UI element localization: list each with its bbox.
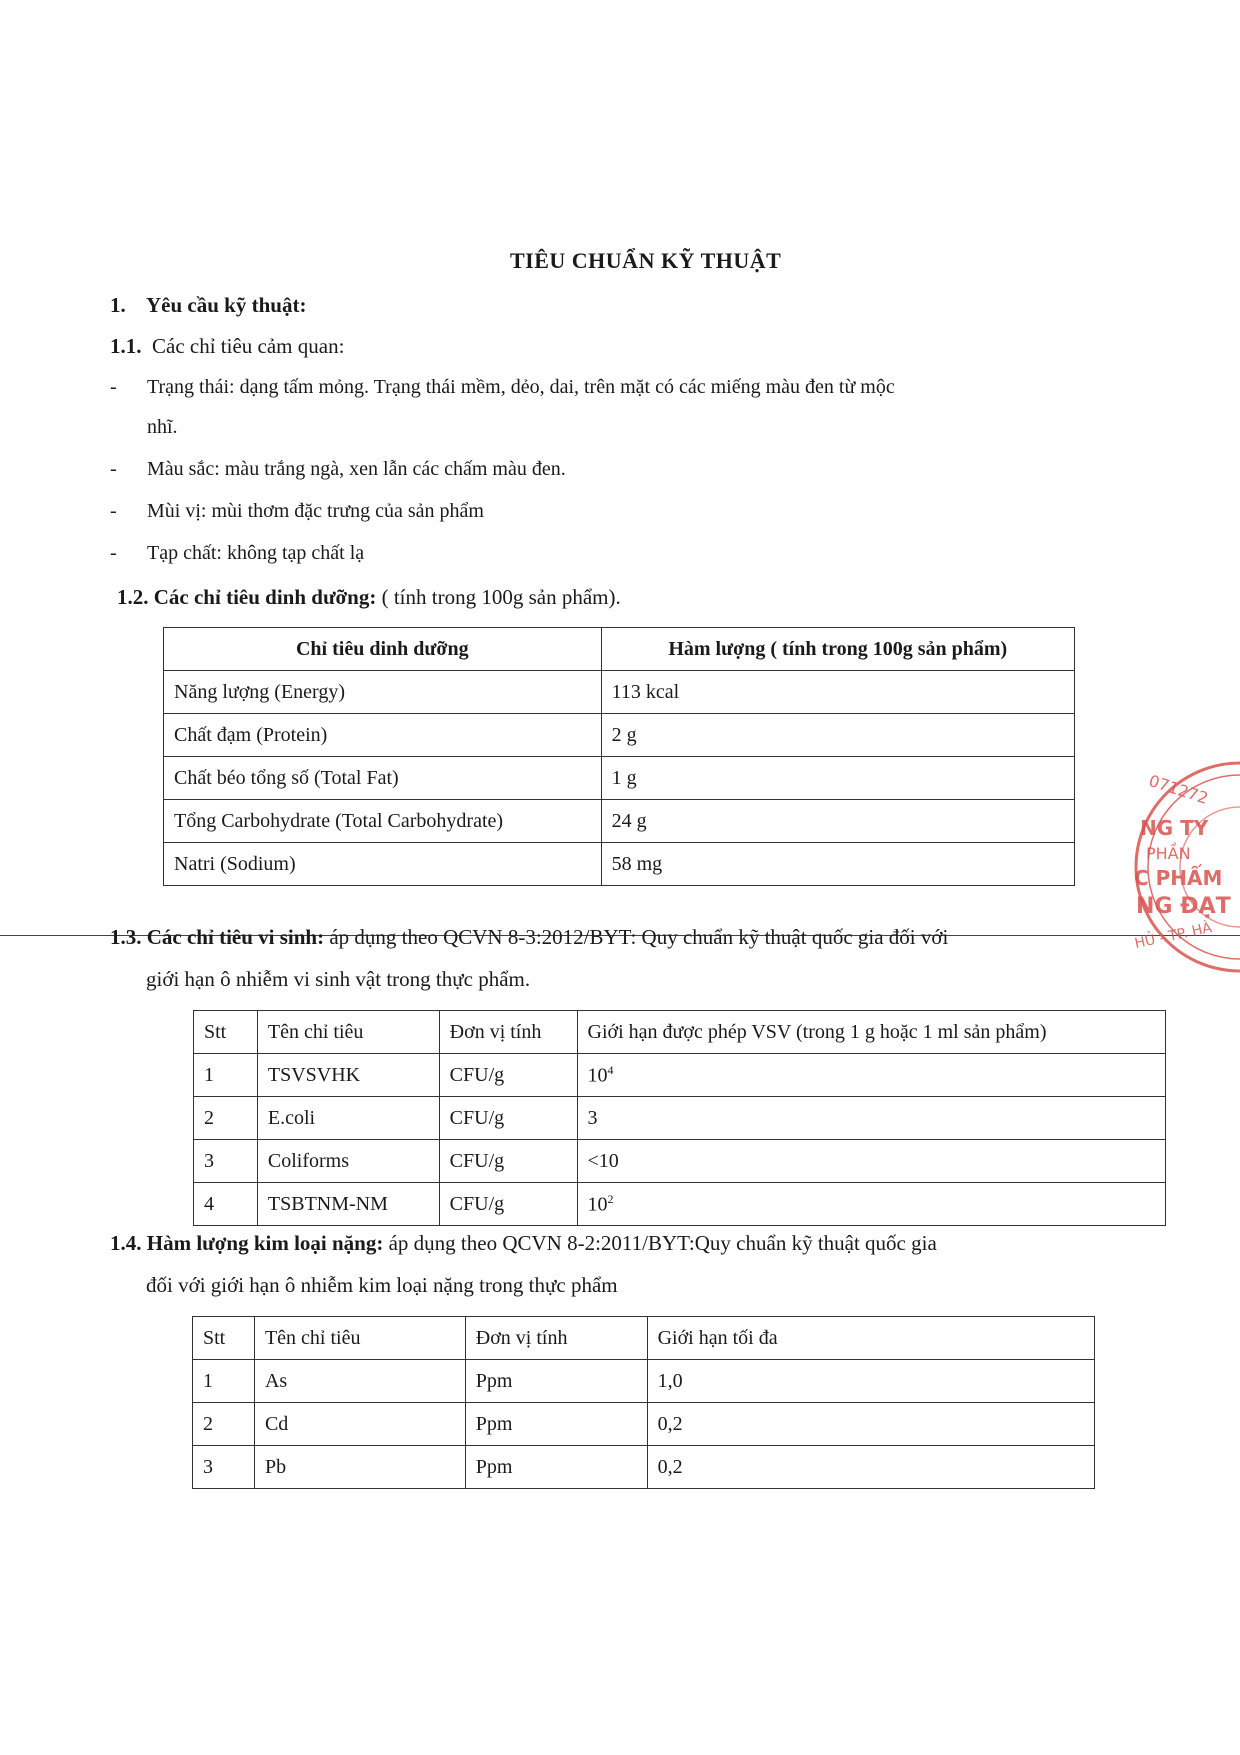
page-title: TIÊU CHUẨN KỸ THUẬT <box>510 248 782 273</box>
table-row <box>193 1403 1095 1446</box>
table-cell: Pb <box>254 1446 465 1489</box>
table-cell: 4 <box>194 1183 258 1226</box>
table-cell: Cd <box>254 1403 465 1446</box>
table-cell: E.coli <box>257 1097 439 1140</box>
section-1-2-heading: 1.2. Các chỉ tiêu dinh dưỡng: <box>117 585 377 609</box>
table-header-cell: Tên chỉ tiêu <box>257 1011 439 1054</box>
table-row <box>164 800 1075 843</box>
stamp-line: C PHẨM <box>1134 866 1223 890</box>
heavy-metals-table <box>192 1316 1095 1489</box>
section-1-4-text-1: áp dụng theo QCVN 8-2:2011/BYT:Quy chuẩn kỹ thuật quốc gia <box>388 1231 937 1255</box>
table-header-row <box>164 628 1075 671</box>
table-header-cell: Đơn vị tính <box>465 1317 647 1360</box>
table-header-cell: Stt <box>193 1317 255 1360</box>
table-row <box>164 714 1075 757</box>
table-cell: Ppm <box>465 1446 647 1489</box>
table-cell: 58 mg <box>601 843 1074 886</box>
table-cell: CFU/g <box>439 1183 577 1226</box>
table-header-cell: Hàm lượng ( tính trong 100g sản phẩm) <box>601 628 1074 671</box>
section-1-2-heading-row <box>117 585 621 610</box>
table-cell: 1,0 <box>647 1360 1094 1403</box>
table-cell: 2 g <box>601 714 1074 757</box>
table-cell: Năng lượng (Energy) <box>164 671 602 714</box>
table-cell: 3 <box>194 1140 258 1183</box>
section-1-4-heading: 1.4. Hàm lượng kim loại nặng: <box>110 1231 384 1255</box>
table-cell: CFU/g <box>439 1097 577 1140</box>
section-1-heading: Yêu cầu kỹ thuật: <box>146 293 307 317</box>
table-cell: Chất béo tổng số (Total Fat) <box>164 757 602 800</box>
stamp-line: PHẦN <box>1146 844 1191 863</box>
table-cell: Tổng Carbohydrate (Total Carbohydrate) <box>164 800 602 843</box>
limit-base: 10 <box>587 1064 608 1087</box>
table-cell: 3 <box>193 1446 255 1489</box>
company-stamp <box>1110 756 1240 978</box>
table-cell <box>577 1183 1165 1226</box>
table-cell: 2 <box>194 1097 258 1140</box>
table-cell: CFU/g <box>439 1140 577 1183</box>
table-cell <box>577 1140 1165 1183</box>
table-cell: Natri (Sodium) <box>164 843 602 886</box>
table-cell: Ppm <box>465 1360 647 1403</box>
table-cell: 1 <box>193 1360 255 1403</box>
nutrition-table <box>163 627 1075 886</box>
bullet-dash: - <box>110 542 117 564</box>
section-1-4-line1 <box>110 1231 937 1256</box>
table-row <box>193 1360 1095 1403</box>
section-1-1-number: 1.1. <box>110 334 142 358</box>
section-1-3-text-1: áp dụng theo QCVN 8-3:2012/BYT: Quy chuẩn kỹ thuật quốc gia đối với <box>329 925 949 949</box>
section-1-3-line1 <box>110 925 948 950</box>
section-1-number: 1. <box>110 293 126 317</box>
table-cell: 24 g <box>601 800 1074 843</box>
table-header-cell: Đơn vị tính <box>439 1011 577 1054</box>
table-header-cell: Tên chỉ tiêu <box>254 1317 465 1360</box>
table-row <box>194 1140 1166 1183</box>
stamp-line: NG ĐẠT <box>1136 894 1231 919</box>
limit-base: <10 <box>587 1149 619 1172</box>
table-header-row <box>194 1011 1166 1054</box>
bullet-dash: - <box>110 500 117 522</box>
table-header-cell: Chỉ tiêu dinh dưỡng <box>164 628 602 671</box>
stamp-line: HỦ - TP. HÀ <box>1133 920 1214 952</box>
table-row <box>194 1054 1166 1097</box>
table-cell: CFU/g <box>439 1054 577 1097</box>
item-tap-chat: Tạp chất: không tạp chất lạ <box>147 542 365 564</box>
table-cell: As <box>254 1360 465 1403</box>
bullet-dash: - <box>110 376 117 398</box>
limit-exponent: 2 <box>607 1191 614 1206</box>
table-cell <box>577 1097 1165 1140</box>
stamp-number: 071272 <box>1146 771 1211 808</box>
item-mau-sac: Màu sắc: màu trắng ngà, xen lẫn các chấm màu đen. <box>147 458 566 480</box>
table-row <box>194 1183 1166 1226</box>
table-cell: 0,2 <box>647 1446 1094 1489</box>
section-1-3-heading: 1.3. Các chỉ tiêu vi sinh: <box>110 925 325 949</box>
section-1-2-note: ( tính trong 100g sản phẩm). <box>381 585 621 609</box>
table-cell: 0,2 <box>647 1403 1094 1446</box>
table-cell <box>577 1054 1165 1097</box>
table-row <box>193 1446 1095 1489</box>
item-trang-thai: Trạng thái: dạng tấm mỏng. Trạng thái mềm, dẻo, dai, trên mặt có các miếng màu đen từ mộc <box>147 376 895 398</box>
limit-base: 3 <box>587 1106 598 1129</box>
table-cell: Chất đạm (Protein) <box>164 714 602 757</box>
table-cell: Ppm <box>465 1403 647 1446</box>
table-cell: 113 kcal <box>601 671 1074 714</box>
table-cell: 2 <box>193 1403 255 1446</box>
item-trang-thai-cont: nhĩ. <box>147 416 178 438</box>
table-cell: 1 g <box>601 757 1074 800</box>
table-cell: TSVSVHK <box>257 1054 439 1097</box>
table-cell: 1 <box>194 1054 258 1097</box>
bullet-dash: - <box>110 458 117 480</box>
section-1-4-text-2: đối với giới hạn ô nhiễm kim loại nặng trong thực phẩm <box>146 1273 618 1297</box>
stamp-line: NG TY <box>1140 816 1209 840</box>
section-1-3-text-2: giới hạn ô nhiễm vi sinh vật trong thực phẩm. <box>146 967 531 991</box>
section-1-1-heading: Các chỉ tiêu cảm quan: <box>152 334 345 358</box>
table-row <box>164 671 1075 714</box>
table-row <box>194 1097 1166 1140</box>
microbiology-table <box>193 1010 1166 1226</box>
limit-exponent: 4 <box>607 1062 614 1077</box>
table-cell: TSBTNM-NM <box>257 1183 439 1226</box>
limit-base: 10 <box>587 1193 608 1216</box>
item-mui-vi: Mùi vị: mùi thơm đặc trưng của sản phẩm <box>147 500 484 522</box>
table-cell: Coliforms <box>257 1140 439 1183</box>
table-header-cell: Giới hạn được phép VSV (trong 1 g hoặc 1 ml sản phẩm) <box>577 1011 1165 1054</box>
table-header-cell: Stt <box>194 1011 258 1054</box>
table-header-cell: Giới hạn tối đa <box>647 1317 1094 1360</box>
table-header-row <box>193 1317 1095 1360</box>
table-row <box>164 843 1075 886</box>
table-row <box>164 757 1075 800</box>
